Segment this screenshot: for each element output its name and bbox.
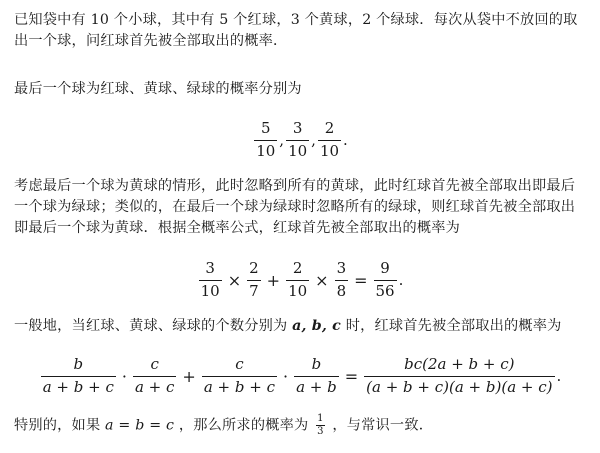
fraction xyxy=(294,356,339,396)
numerator: 9 xyxy=(380,259,390,278)
variables: a, b, c xyxy=(292,318,342,334)
denominator: 56 xyxy=(375,281,395,300)
fraction-red xyxy=(254,120,277,160)
fraction xyxy=(202,356,277,396)
special-text: ，与常识一致． xyxy=(332,417,434,434)
dot-sign: · xyxy=(282,366,289,386)
fraction xyxy=(247,260,261,300)
numerator: 1 xyxy=(317,413,324,424)
intro-last-ball: 最后一个球为红球、黄球、绿球的概率分别为 xyxy=(14,81,302,97)
numerator: c xyxy=(235,355,244,374)
equals-sign: = xyxy=(344,366,359,386)
denominator: 10 xyxy=(319,141,340,160)
numerator: 3 xyxy=(336,259,347,278)
fraction xyxy=(335,260,349,300)
special-case-paragraph xyxy=(14,414,588,437)
denominator: 10 xyxy=(288,281,308,300)
fraction xyxy=(41,356,116,396)
problem-statement: 已知袋中有 10 个小球，其中有 5 个红球，3 个黄球，2 个绿球．每次从袋中不放回的取出一个球，问红球首先被全部取出的概率． xyxy=(14,12,578,49)
general-text: 一般地，当红球、黄球、绿球的个数分别为 xyxy=(14,318,288,334)
fraction-result xyxy=(364,356,554,396)
denominator: 3 xyxy=(317,426,324,437)
numerator: bc(2a + b + c) xyxy=(404,355,515,374)
numerator: 2 xyxy=(324,119,335,138)
fraction xyxy=(199,260,222,300)
period: . xyxy=(398,271,404,289)
numerator: b xyxy=(311,355,322,374)
equation-numeric xyxy=(0,256,600,304)
special-text: 特别的，如果 xyxy=(14,417,101,434)
comma: , xyxy=(311,131,316,149)
numerator: c xyxy=(150,355,159,374)
denominator: (a + b + c)(a + b)(a + c) xyxy=(366,377,553,396)
denominator: a + b xyxy=(296,377,337,396)
times-sign: × xyxy=(315,270,329,290)
fraction-green xyxy=(318,120,341,160)
plus-sign: + xyxy=(266,270,281,290)
fraction-result xyxy=(374,260,397,300)
special-text: ，那么所求的概率为 xyxy=(178,417,309,434)
denominator: 7 xyxy=(249,281,259,300)
times-sign: × xyxy=(227,270,242,290)
denominator: 8 xyxy=(336,281,347,300)
numerator: 3 xyxy=(292,119,303,138)
equation-general xyxy=(0,352,600,400)
general-case-paragraph xyxy=(14,316,588,337)
general-text: 时，红球首先被全部取出的概率为 xyxy=(345,318,562,334)
comma: , xyxy=(279,131,285,149)
numerator: 3 xyxy=(205,259,215,278)
period: . xyxy=(343,131,348,149)
denominator: 10 xyxy=(256,141,276,160)
equals-sign: = xyxy=(354,270,368,290)
numerator: 2 xyxy=(292,259,303,278)
condition: a = b = c xyxy=(105,417,175,434)
fraction-yellow xyxy=(286,120,309,160)
period: . xyxy=(556,367,562,385)
numerator: 5 xyxy=(260,119,271,138)
plus-sign: + xyxy=(182,366,196,386)
equation-probabilities xyxy=(0,116,600,164)
denominator: 10 xyxy=(288,141,308,160)
denominator: 10 xyxy=(200,281,220,300)
fraction-one-third xyxy=(316,414,325,437)
fraction xyxy=(133,356,176,396)
denominator: a + b + c xyxy=(42,377,114,396)
numerator: b xyxy=(73,355,84,374)
numerator: 2 xyxy=(249,259,259,278)
denominator: a + c xyxy=(134,377,175,396)
denominator: a + b + c xyxy=(203,377,275,396)
fraction xyxy=(286,260,309,300)
dot-sign: · xyxy=(121,366,127,386)
reasoning-paragraph: 考虑最后一个球为黄球的情形，此时忽略到所有的黄球，此时红球首先被全部取出即最后一个球为绿球；类似的，在最后一个球为绿球时忽略所有的绿球，则红球首先被全部取出即最后一个球为黄球．根据全概率公式，红球首先被全部取出的概率为 xyxy=(14,178,576,236)
